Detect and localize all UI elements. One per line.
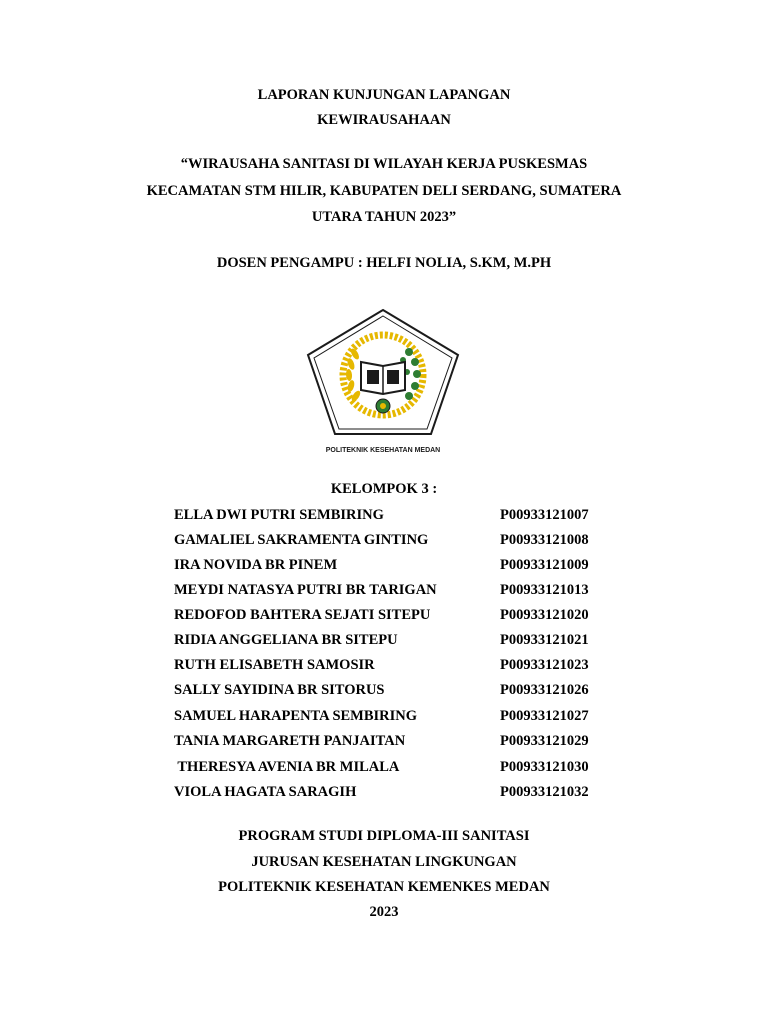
member-name: SAMUEL HARAPENTA SEMBIRING	[174, 708, 418, 724]
member-row	[0, 607, 768, 627]
member-id: P00933121008	[500, 532, 589, 548]
lecturer-line: DOSEN PENGAMPU : HELFI NOLIA, S.KM, M.PH	[216, 255, 552, 271]
member-name: RUTH ELISABETH SAMOSIR	[174, 657, 375, 673]
group-label: KELOMPOK 3 :	[330, 481, 438, 497]
member-name: RIDIA ANGGELIANA BR SITEPU	[174, 632, 398, 648]
member-id: P00933121021	[500, 632, 589, 648]
member-id: P00933121030	[500, 759, 589, 775]
member-id: P00933121023	[500, 657, 589, 673]
topic-line-2: KECAMATAN STM HILIR, KABUPATEN DELI SERDANG, SUMATERA	[146, 183, 622, 199]
member-row	[0, 532, 768, 552]
member-row	[0, 657, 768, 677]
topic-line-3: UTARA TAHUN 2023”	[311, 209, 457, 225]
member-name: SALLY SAYIDINA BR SITORUS	[174, 682, 385, 698]
member-row	[0, 784, 768, 804]
member-name: VIOLA HAGATA SARAGIH	[174, 784, 357, 800]
member-row	[0, 759, 768, 779]
member-name: MEYDI NATASYA PUTRI BR TARIGAN	[174, 582, 437, 598]
member-name: GAMALIEL SAKRAMENTA GINTING	[174, 532, 429, 548]
member-name: TANIA MARGARETH PANJAITAN	[174, 733, 406, 749]
logo-caption: POLITEKNIK KESEHATAN MEDAN	[325, 447, 441, 454]
member-name: THERESYA AVENIA BR MILALA	[174, 759, 400, 775]
department-line: JURUSAN KESEHATAN LINGKUNGAN	[251, 854, 517, 870]
member-name: ELLA DWI PUTRI SEMBIRING	[174, 507, 384, 523]
member-id: P00933121007	[500, 507, 589, 523]
member-row	[0, 632, 768, 652]
program-line: PROGRAM STUDI DIPLOMA-III SANITASI	[238, 828, 530, 844]
institution-line: POLITEKNIK KESEHATAN KEMENKES MEDAN	[218, 879, 550, 895]
member-id: P00933121009	[500, 557, 589, 573]
member-id: P00933121029	[500, 733, 589, 749]
member-row	[0, 682, 768, 702]
member-row	[0, 582, 768, 602]
book-icon	[361, 362, 405, 394]
member-id: P00933121032	[500, 784, 589, 800]
member-id: P00933121013	[500, 582, 589, 598]
year-line: 2023	[369, 904, 399, 920]
institution-logo	[245, 302, 520, 460]
emblem-icon	[376, 399, 390, 413]
member-row	[0, 557, 768, 577]
member-name: REDOFOD BAHTERA SEJATI SITEPU	[174, 607, 431, 623]
topic-line-1: “WIRAUSAHA SANITASI DI WILAYAH KERJA PUSKESMAS	[180, 156, 588, 172]
member-id: P00933121026	[500, 682, 589, 698]
report-subtitle: KEWIRAUSAHAAN	[317, 112, 451, 128]
member-row	[0, 708, 768, 728]
report-title: LAPORAN KUNJUNGAN LAPANGAN	[257, 87, 511, 103]
member-row	[0, 507, 768, 527]
member-id: P00933121027	[500, 708, 589, 724]
member-id: P00933121020	[500, 607, 589, 623]
member-name: IRA NOVIDA BR PINEM	[174, 557, 338, 573]
member-row	[0, 733, 768, 753]
